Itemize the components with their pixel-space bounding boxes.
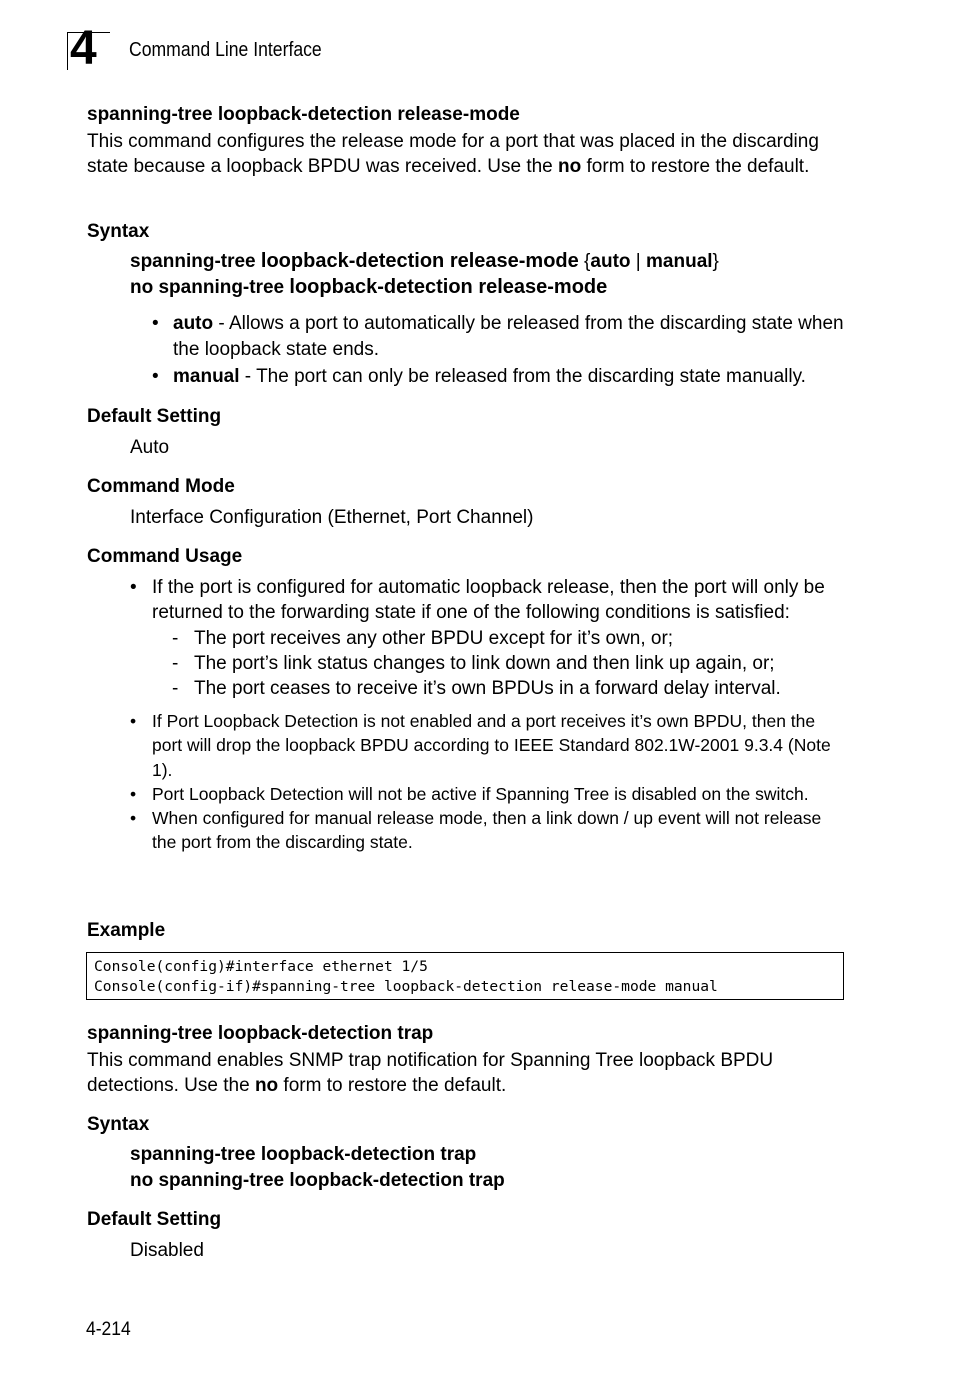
option-description: - Allows a port to automatically be released from the discarding state when the loopback state ends. [173,313,844,360]
option-name: manual [173,366,240,387]
syntax-brace: } [712,251,719,272]
default-setting-value: Disabled [130,1240,204,1261]
command-usage-list [130,575,850,855]
syntax-option: manual [646,251,713,272]
condition-text: The port receives any other BPDU except for it’s own, or; [194,628,674,649]
bullet: • [130,577,137,598]
list-item [130,709,850,782]
example-heading: Example [87,920,166,941]
syntax-line-no-form [130,274,607,301]
bullet: • [130,711,137,731]
option-name: auto [173,313,214,334]
syntax-keyword: spanning-tree [130,251,261,272]
command-usage-heading: Command Usage [87,546,243,567]
usage-text: If Port Loopback Detection is not enabled and a port receives it’s own BPDU, then the port will drop the loopback BPDU according to IEEE Standard 802.1W-2001 9.3.4 (Note 1). [152,711,831,780]
page-number: 4-214 [86,1319,131,1340]
syntax-line: spanning-tree loopback-detection trap [130,1144,477,1165]
syntax-heading: Syntax [87,1114,150,1135]
list-item [172,626,850,651]
usage-text: Port Loopback Detection will not be active if Spanning Tree is disabled on the switch. [152,783,809,804]
description-keyword: no [558,156,582,177]
command-description-release-mode [87,129,857,179]
description-text: form to restore the default. [581,156,810,177]
bullet: • [152,313,159,334]
default-setting-heading: Default Setting [87,406,222,427]
syntax-keyword: no spanning-tree [130,277,290,298]
syntax-line-no-form: no spanning-tree loopback-detection trap [130,1170,505,1191]
dash: - [172,678,179,699]
code-line: Console(config)#interface ethernet 1/5 [94,958,428,975]
description-text: form to restore the default. [278,1075,507,1096]
list-item [152,364,862,390]
syntax-keyword: loopback-detection release-mode [289,276,608,298]
bullet: • [152,366,159,387]
command-mode-value: Interface Configuration (Ethernet, Port Channel) [130,507,534,528]
dash: - [172,653,179,674]
description-text: This command configures the release mode for a port that was placed in the discarding state because a loopback BPDU was received. Use the [87,131,819,177]
bullet: • [130,808,137,829]
dash: - [172,628,179,649]
option-description: - The port can only be released from the discarding state manually. [239,366,806,387]
syntax-brace: { [578,251,591,272]
list-item [130,575,850,701]
syntax-option: auto [590,251,631,272]
description-text: This command enables SNMP trap notification for Spanning Tree loopback BPDU detections. Use the [87,1050,774,1096]
syntax-separator: | [630,251,647,272]
condition-text: The port ceases to receive it’s own BPDUs in a forward delay interval. [194,678,781,699]
code-line: Console(config-if)#spanning-tree loopback-detection release-mode manual [94,977,718,995]
syntax-heading: Syntax [87,221,150,242]
usage-text: When configured for manual release mode, then a link down / up event will not release the port from the discarding state. [152,808,822,853]
list-item [130,782,850,806]
command-mode-heading: Command Mode [87,476,235,497]
default-setting-value: Auto [130,437,170,458]
syntax-options-list [152,311,862,391]
list-item [130,806,850,855]
syntax-line [130,248,719,275]
syntax-keyword: loopback-detection release-mode [260,250,579,272]
command-description-trap [87,1048,857,1098]
default-setting-heading: Default Setting [87,1209,222,1230]
conditions-list [152,626,850,701]
running-header-title: Command Line Interface [129,39,322,61]
usage-text: If the port is configured for automatic loopback release, then the port will only be returned to the forwarding state if one of the following conditions is satisfied: [152,577,825,623]
example-code-block [86,952,844,1000]
bullet: • [130,783,137,804]
description-keyword: no [254,1075,279,1096]
command-title-release-mode: spanning-tree loopback-detection release-mode [87,104,520,125]
command-title-trap: spanning-tree loopback-detection trap [87,1023,434,1044]
chapter-number: 4 [70,22,97,75]
list-item [172,651,850,676]
list-item [152,311,862,363]
condition-text: The port’s link status changes to link down and then link up again, or; [194,653,775,674]
list-item [172,676,850,701]
